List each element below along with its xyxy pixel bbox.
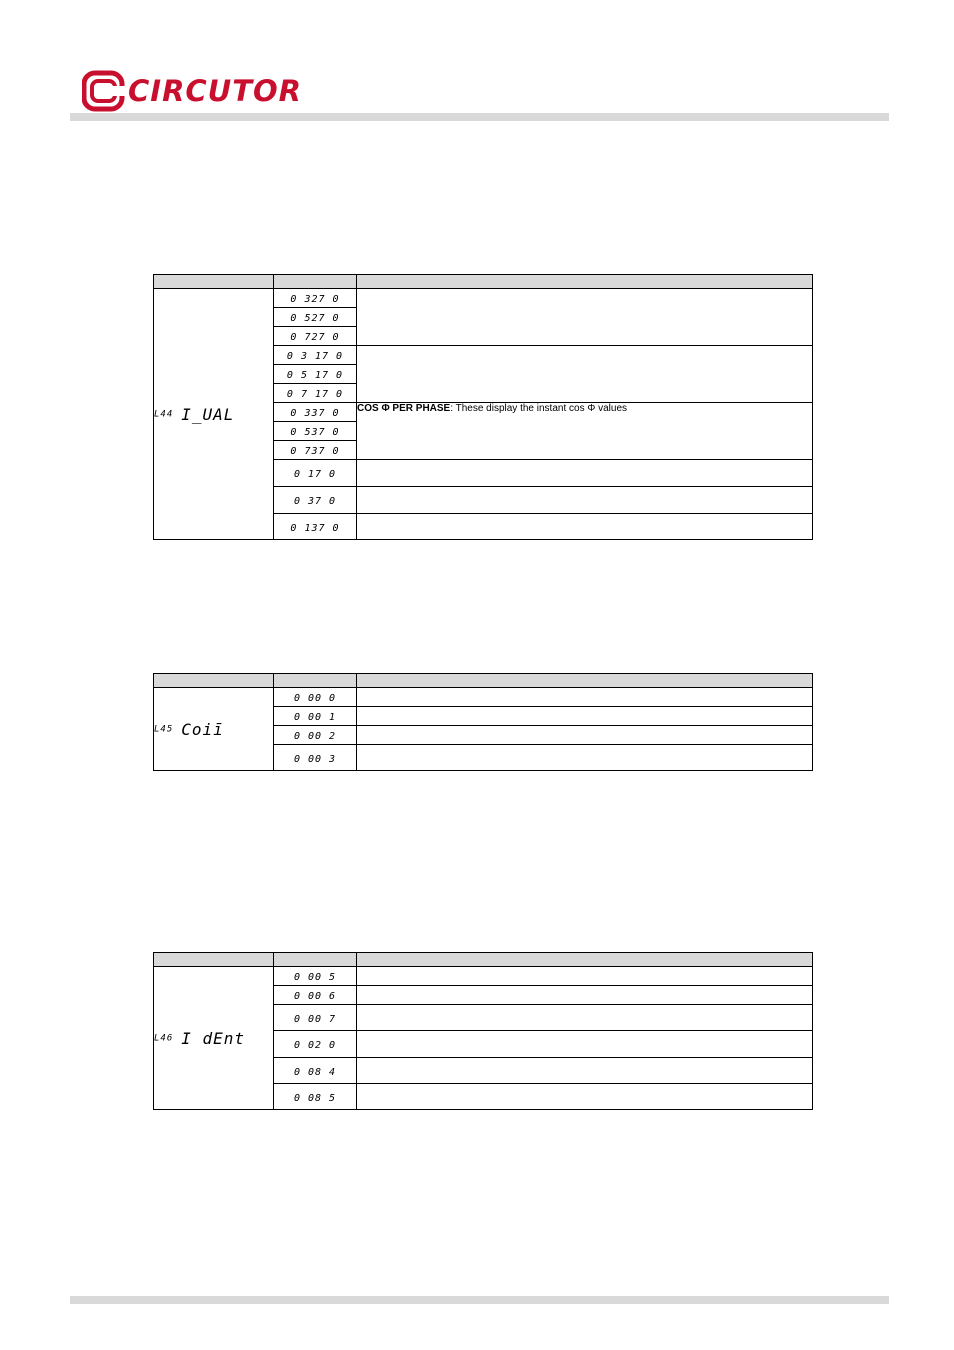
parameter-code: L45: [154, 724, 174, 734]
code-cell: [274, 967, 357, 986]
display-code: 0 08 4: [293, 1066, 337, 1078]
display-code: 0 727 0: [290, 332, 340, 343]
description-cell: [357, 1058, 813, 1084]
code-cell: [274, 384, 357, 403]
description-cell: [357, 460, 813, 487]
code-cell: [274, 365, 357, 384]
parameter-table-l44: [153, 274, 813, 540]
display-code: 0 527 0: [290, 313, 340, 324]
code-cell: [274, 1084, 357, 1110]
description-cell: [357, 403, 813, 460]
display-code: 0 337 0: [290, 408, 340, 419]
display-code: 0 5 17 0: [286, 370, 344, 381]
description-cell: [357, 289, 813, 346]
table-row: [154, 688, 813, 707]
code-cell: [274, 1058, 357, 1084]
code-cell: [274, 986, 357, 1005]
display-code: 0 00 1: [293, 712, 337, 723]
display-code: 0 00 7: [293, 1013, 337, 1025]
parameter-cell: [154, 967, 274, 1110]
display-code: 0 08 5: [293, 1092, 337, 1104]
code-cell: [274, 487, 357, 514]
code-cell: [274, 1031, 357, 1058]
display-code: 0 3 17 0: [286, 351, 344, 362]
brand-name: CIRCUTOR: [128, 74, 302, 108]
table-header-row: [154, 674, 813, 688]
display-code: 0 00 6: [293, 991, 337, 1002]
display-code: 0 7 17 0: [286, 389, 344, 400]
table-header-row: [154, 953, 813, 967]
description-cell: [357, 726, 813, 745]
description-cell: [357, 487, 813, 514]
code-cell: [274, 403, 357, 422]
display-code: 0 00 5: [293, 972, 337, 983]
display-code: 0 137 0: [290, 522, 340, 534]
code-cell: [274, 514, 357, 540]
code-cell: [274, 707, 357, 726]
code-cell: [274, 422, 357, 441]
header-divider: [70, 113, 889, 121]
table-row: [154, 967, 813, 986]
parameter-code: L44: [154, 409, 174, 419]
description-cell: [357, 688, 813, 707]
display-code: 0 02 0: [293, 1040, 337, 1051]
description-cell: [357, 745, 813, 771]
parameter-code: L46: [154, 1033, 174, 1043]
description-cell: [357, 986, 813, 1005]
description-cell: [357, 707, 813, 726]
display-code: 0 00 2: [293, 731, 337, 742]
description-title: COS Φ PER PHASE: [357, 403, 451, 414]
footer-divider: [70, 1296, 889, 1304]
display-code: 0 17 0: [293, 469, 337, 480]
code-cell: [274, 308, 357, 327]
brand-logo: [82, 70, 312, 112]
parameter-table-l45: [153, 673, 813, 771]
parameter-cell: [154, 688, 274, 771]
circutor-logo-icon: [82, 70, 126, 112]
code-cell: [274, 441, 357, 460]
description-cell: [357, 514, 813, 540]
display-code: 0 327 0: [290, 294, 340, 305]
display-code: 0 537 0: [290, 427, 340, 438]
parameter-display-name: I dEnt: [181, 1028, 246, 1048]
description-cell: [357, 1084, 813, 1110]
display-code: 0 737 0: [290, 446, 340, 457]
parameter-display-name: I_UAL: [181, 404, 235, 424]
parameter-table-l46: [153, 952, 813, 1110]
table-row: [154, 289, 813, 308]
description-cell: [357, 346, 813, 403]
display-code: 0 37 0: [293, 496, 337, 507]
table-header-row: [154, 275, 813, 289]
display-code: 0 00 3: [293, 753, 337, 765]
description-cell: [357, 1005, 813, 1031]
code-cell: [274, 688, 357, 707]
code-cell: [274, 460, 357, 487]
code-cell: [274, 1005, 357, 1031]
description-text: : These display the instant cos Φ values: [450, 403, 628, 414]
code-cell: [274, 346, 357, 365]
description-cell: [357, 967, 813, 986]
code-cell: [274, 327, 357, 346]
parameter-display-name: Coiī: [181, 719, 224, 739]
code-cell: [274, 745, 357, 771]
description-cell: [357, 1031, 813, 1058]
code-cell: [274, 726, 357, 745]
parameter-cell: [154, 289, 274, 540]
display-code: 0 00 0: [293, 693, 337, 704]
code-cell: [274, 289, 357, 308]
